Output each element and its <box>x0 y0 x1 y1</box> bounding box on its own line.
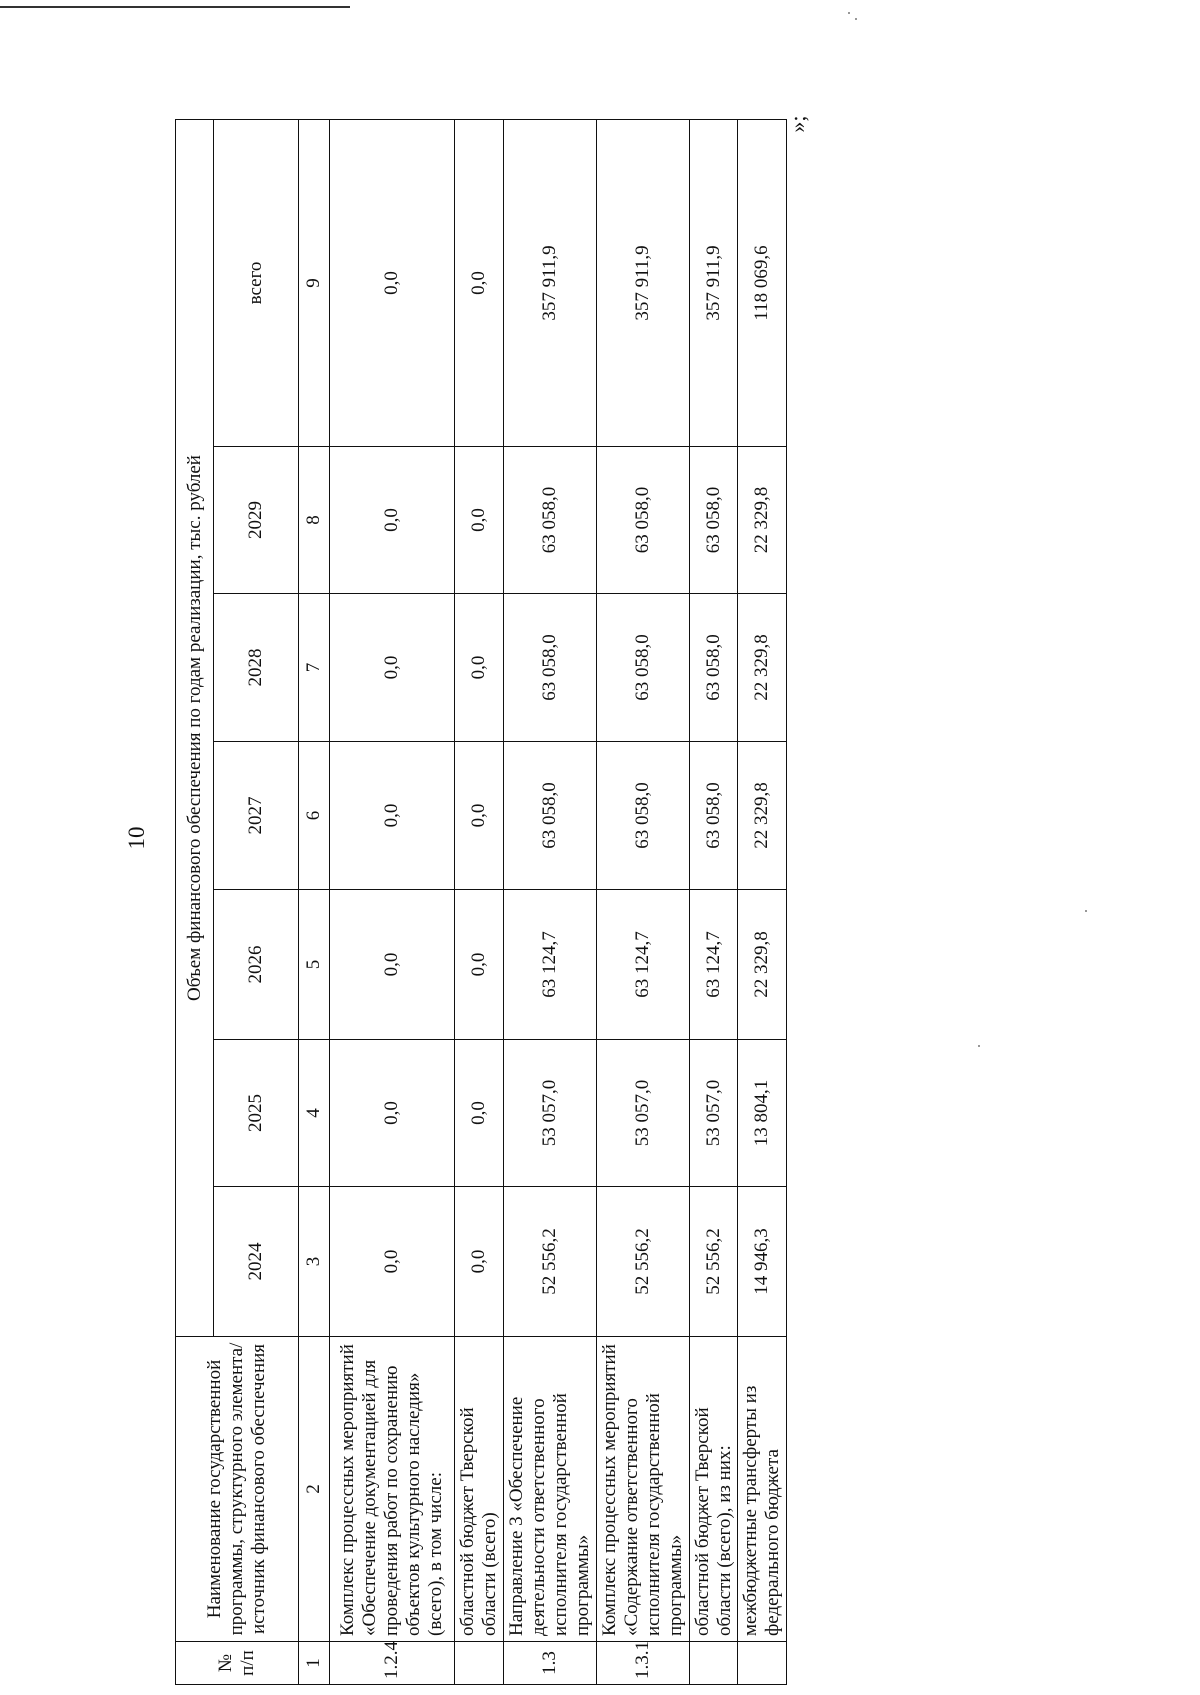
header-year: 2025 <box>214 1040 299 1187</box>
header-year: 2028 <box>214 594 299 742</box>
funding-table-container <box>175 120 1200 1685</box>
table-row <box>689 120 738 1685</box>
header-year: 2027 <box>214 742 299 890</box>
cell-value: 22 329,8 <box>738 594 787 742</box>
cell-value: 53 057,0 <box>503 1040 596 1187</box>
scan-edge-line <box>0 6 350 8</box>
row-number <box>455 1642 504 1685</box>
table-row <box>503 120 596 1685</box>
cell-total: 118 069,6 <box>738 120 787 447</box>
cell-value: 0,0 <box>455 1040 504 1187</box>
row-name: областной бюджет Тверской области (всего), из них: <box>689 1337 738 1642</box>
cell-value: 0,0 <box>330 1187 455 1337</box>
row-name: межбюджетные трансферты из федерального бюджета <box>738 1337 787 1642</box>
cell-value: 0,0 <box>330 594 455 742</box>
cell-value: 22 329,8 <box>738 447 787 594</box>
header-funding: Объем финансового обеспечения по годам реализации, тыс. рублей <box>176 120 214 1337</box>
row-number: 1.3 <box>503 1642 596 1685</box>
cell-total: 0,0 <box>330 120 455 447</box>
cell-value: 0,0 <box>455 1187 504 1337</box>
table-row <box>596 120 689 1685</box>
header-year: 2026 <box>214 890 299 1040</box>
cell-value: 0,0 <box>330 742 455 890</box>
cell-value: 0,0 <box>455 447 504 594</box>
header-year: 2029 <box>214 447 299 594</box>
row-name: Направление 3 «Обеспечение деятельности ответственного исполнителя государственной программы» <box>503 1337 596 1642</box>
cell-value: 63 058,0 <box>689 742 738 890</box>
closing-quote-mark: »; <box>785 115 810 133</box>
cell-value: 0,0 <box>455 742 504 890</box>
cell-value: 63 124,7 <box>596 890 689 1040</box>
cell-total: 0,0 <box>455 120 504 447</box>
cell-value: 52 556,2 <box>596 1187 689 1337</box>
table-row <box>738 120 787 1685</box>
column-number: 3 <box>299 1187 330 1337</box>
cell-value: 0,0 <box>330 447 455 594</box>
header-total: всего <box>214 120 299 447</box>
cell-value: 63 058,0 <box>596 742 689 890</box>
column-number: 6 <box>299 742 330 890</box>
cell-value: 14 946,3 <box>738 1187 787 1337</box>
header-num: № п/п <box>176 1642 299 1685</box>
header-name: Наименование государственной программы, структурного элемента/источник финансового обеспечения <box>176 1337 299 1642</box>
column-number: 1 <box>299 1642 330 1685</box>
cell-value: 13 804,1 <box>738 1040 787 1187</box>
scan-speck <box>855 18 857 20</box>
header-year: 2024 <box>214 1187 299 1337</box>
row-number <box>738 1642 787 1685</box>
cell-value: 22 329,8 <box>738 742 787 890</box>
scan-speck <box>848 12 850 14</box>
column-number: 4 <box>299 1040 330 1187</box>
column-number: 5 <box>299 890 330 1040</box>
table-row <box>330 120 455 1685</box>
cell-total: 357 911,9 <box>596 120 689 447</box>
cell-value: 63 058,0 <box>503 742 596 890</box>
cell-value: 52 556,2 <box>503 1187 596 1337</box>
cell-value: 0,0 <box>330 890 455 1040</box>
funding-table-rotated <box>175 120 1200 1685</box>
cell-value: 63 124,7 <box>689 890 738 1040</box>
cell-value: 63 058,0 <box>596 594 689 742</box>
header-row-top <box>176 120 214 1685</box>
cell-value: 0,0 <box>330 1040 455 1187</box>
row-name: Комплекс процессных мероприятий «Содержание ответственного исполнителя государственной программы» <box>596 1337 689 1642</box>
cell-value: 0,0 <box>455 890 504 1040</box>
cell-value: 63 058,0 <box>689 447 738 594</box>
column-number: 2 <box>299 1337 330 1642</box>
cell-value: 53 057,0 <box>596 1040 689 1187</box>
row-name: областной бюджет Тверской области (всего) <box>455 1337 504 1642</box>
cell-value: 0,0 <box>455 594 504 742</box>
table-row <box>455 120 504 1685</box>
cell-value: 22 329,8 <box>738 890 787 1040</box>
column-number: 9 <box>299 120 330 447</box>
row-number <box>689 1642 738 1685</box>
cell-value: 63 058,0 <box>503 594 596 742</box>
cell-value: 53 057,0 <box>689 1040 738 1187</box>
row-name: Комплекс процессных мероприятий «Обеспечение документацией для проведения работ по сохранению объектов культурного наследия» (всего), в том числе: <box>330 1337 455 1642</box>
row-number: 1.2.4 <box>330 1642 455 1685</box>
funding-table <box>175 119 787 1685</box>
header-row-column-numbers <box>299 120 330 1685</box>
cell-value: 52 556,2 <box>689 1187 738 1337</box>
row-number: 1.3.1 <box>596 1642 689 1685</box>
cell-value: 63 058,0 <box>689 594 738 742</box>
cell-value: 63 058,0 <box>596 447 689 594</box>
cell-total: 357 911,9 <box>503 120 596 447</box>
column-number: 8 <box>299 447 330 594</box>
page-number: 10 <box>124 826 149 850</box>
cell-value: 63 058,0 <box>503 447 596 594</box>
column-number: 7 <box>299 594 330 742</box>
cell-total: 357 911,9 <box>689 120 738 447</box>
cell-value: 63 124,7 <box>503 890 596 1040</box>
